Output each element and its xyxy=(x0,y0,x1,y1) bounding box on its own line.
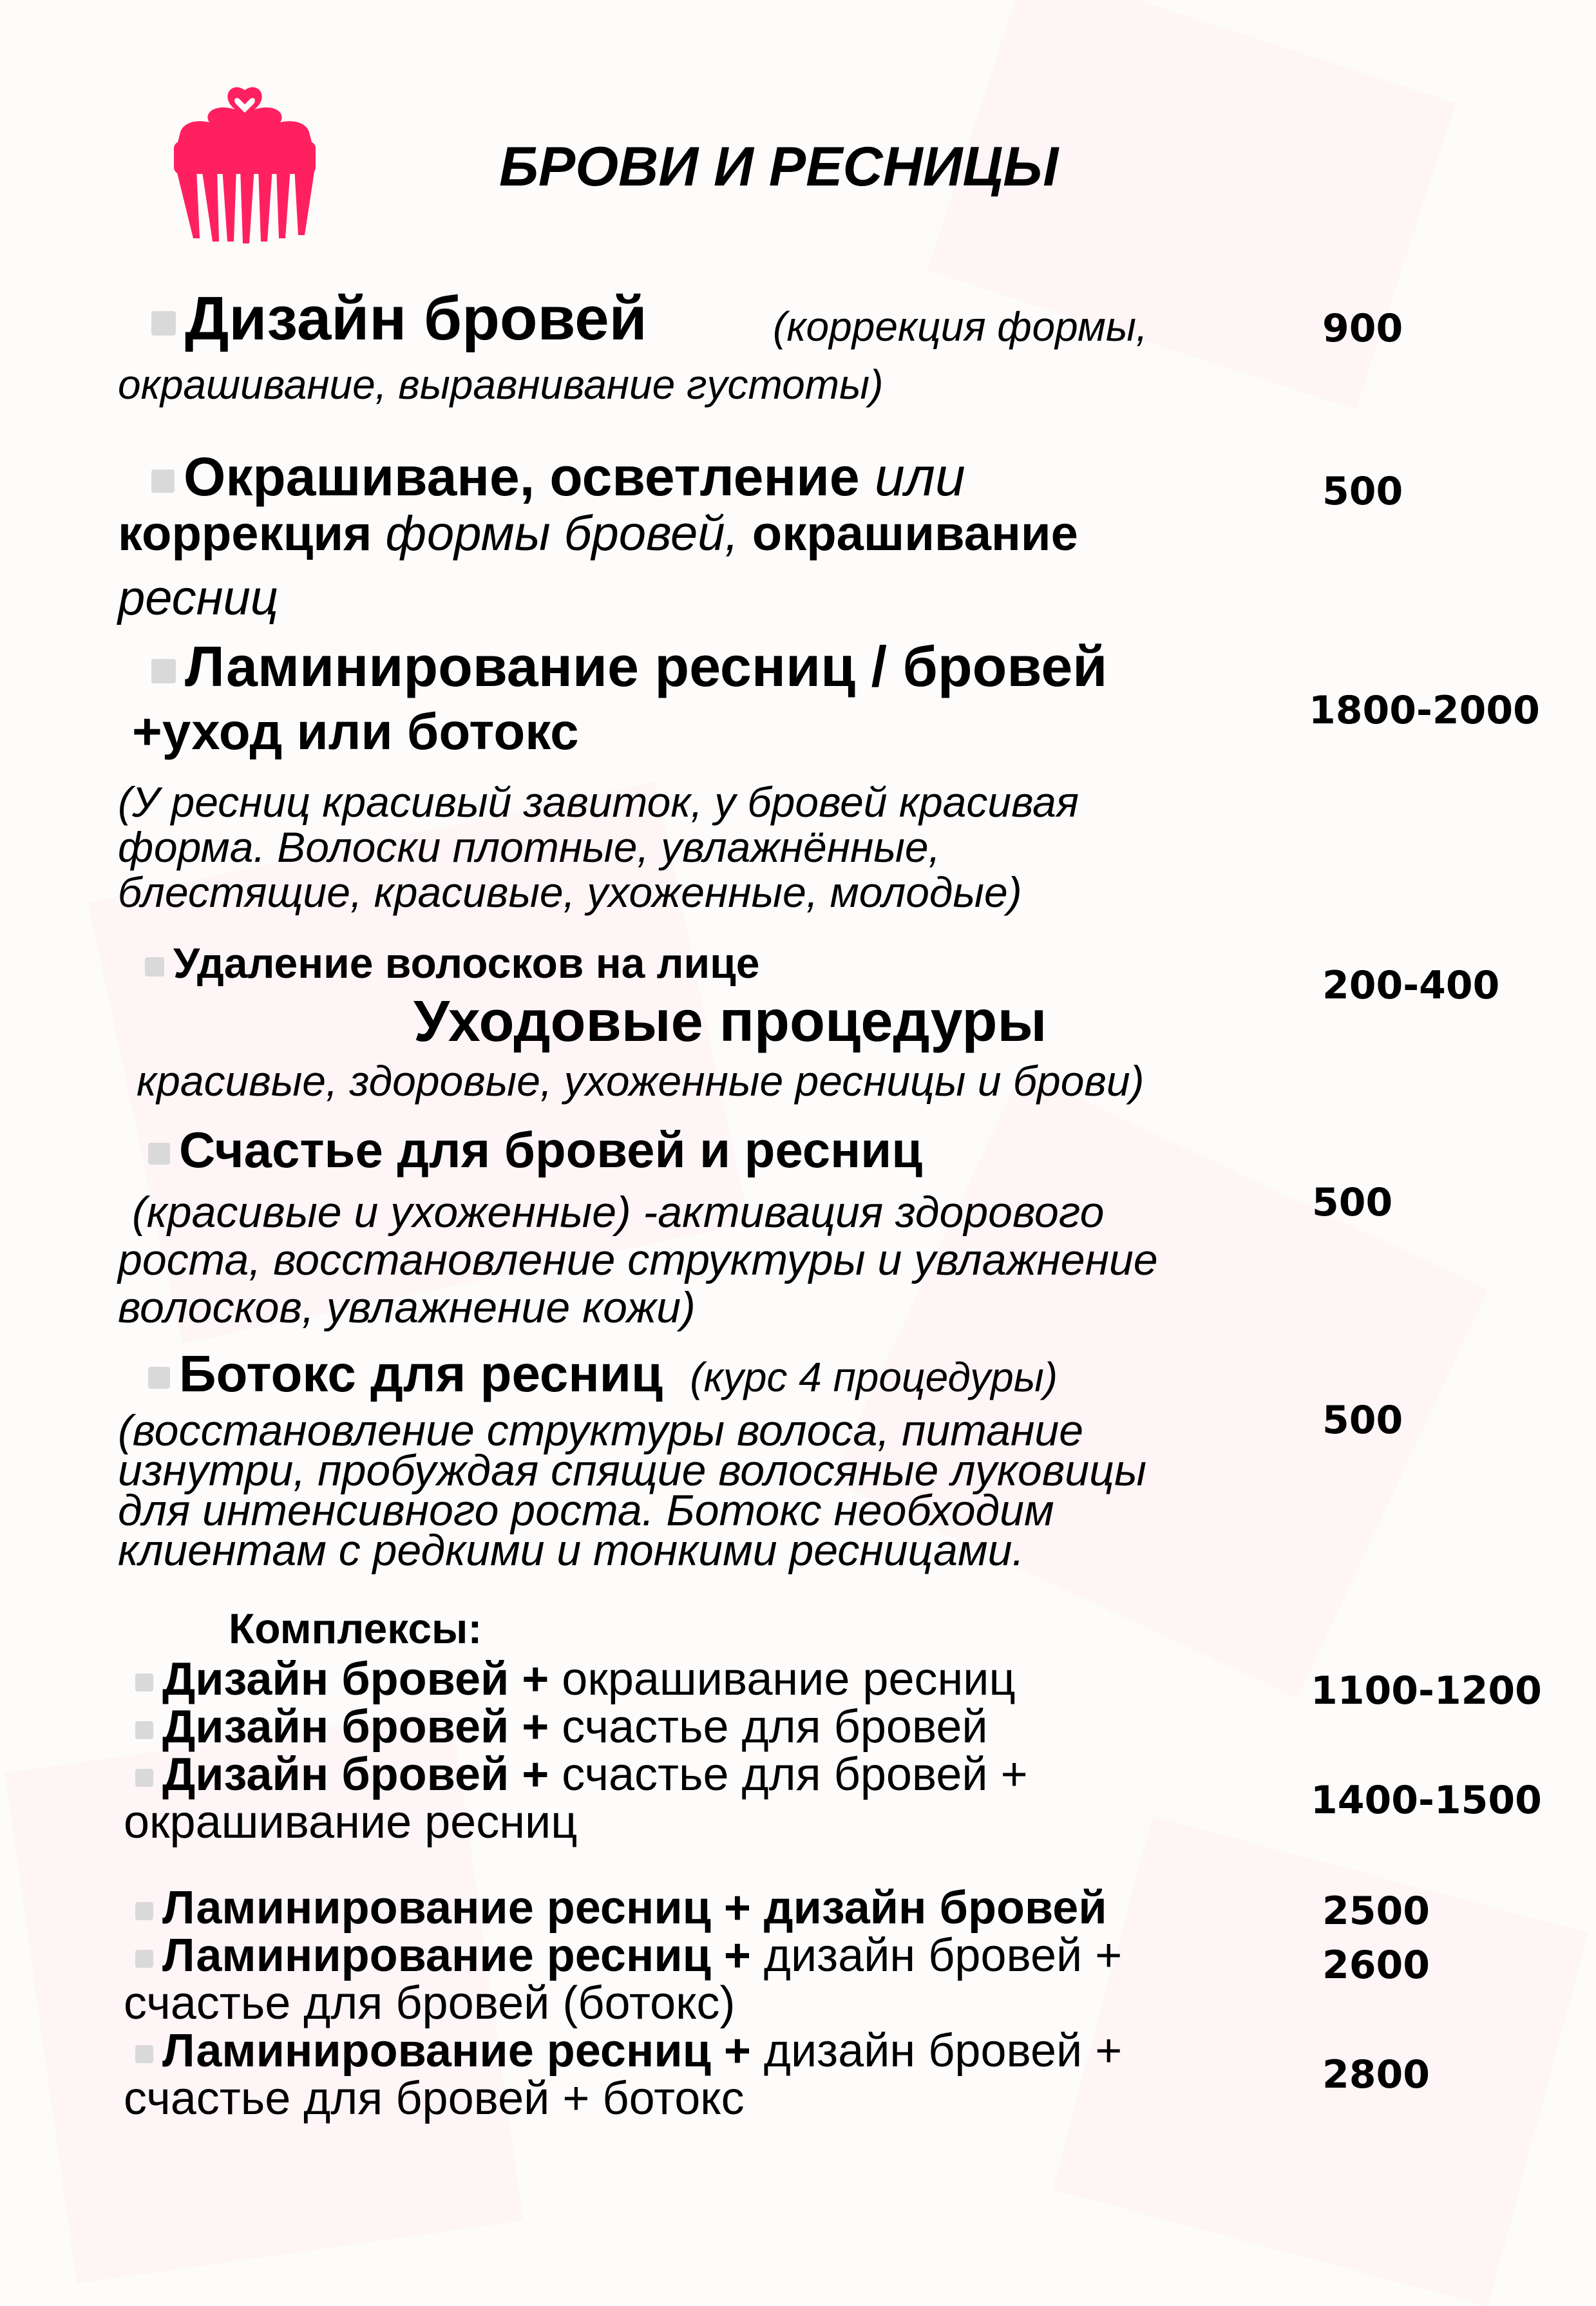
service-item xyxy=(145,937,759,989)
service-note: (коррекция формы, xyxy=(773,303,1148,350)
pink-comb-icon xyxy=(158,84,332,245)
price: 2500 xyxy=(1322,1889,1430,1934)
background-pattern xyxy=(1052,1816,1588,2306)
complex-list xyxy=(124,1653,1028,1848)
service-item xyxy=(148,1121,922,1179)
service-desc: (У ресниц красивый завиток, у бровей красивая форма. Волоски плотные, увлажнённые, блестящие, красивые, ухоженные, молодые) xyxy=(118,778,1079,916)
price: 1400-1500 xyxy=(1311,1778,1542,1823)
service-item xyxy=(151,283,647,354)
bullet-icon xyxy=(135,1950,153,1968)
price: 2600 xyxy=(1322,1943,1430,1988)
complex-item: Дизайн бровей + счастье для бровей xyxy=(135,1703,1028,1751)
bullet-icon xyxy=(145,957,164,977)
complex-item: Ламинирование ресниц + дизайн бровей + xyxy=(135,2027,1122,2075)
service-name-line2: +уход или ботокс xyxy=(132,703,579,760)
service-note: (курс 4 процедуры) xyxy=(690,1354,1058,1400)
complex-item: Ламинирование ресниц + дизайн бровей xyxy=(135,1884,1122,1932)
bullet-icon xyxy=(151,470,175,493)
service-desc: (восстановление структуры волоса, питание изнутри, пробуждая спящие волосяные луковицы для интенсивного роста. Ботокс необходим клиентам с редкими и тонкими ресницами. xyxy=(118,1406,1147,1575)
price: 2800 xyxy=(1322,2052,1430,2097)
bullet-icon xyxy=(135,2045,153,2063)
bullet-icon xyxy=(135,1902,153,1920)
bullet-icon xyxy=(135,1769,153,1787)
service-item xyxy=(148,1343,1058,1408)
service-item xyxy=(151,444,965,509)
complex-item-line2: счастье для бровей (ботокс) xyxy=(124,1977,736,2029)
service-name: Ламинирование ресниц / бровей xyxy=(185,634,1108,698)
price: 1800-2000 xyxy=(1309,688,1540,733)
complex-item: Дизайн бровей + окрашивание ресниц xyxy=(135,1655,1028,1703)
service-name: Удаление волосков на лице xyxy=(173,939,760,987)
service-note: окрашивание, выравнивание густоты) xyxy=(118,361,884,408)
bullet-icon xyxy=(151,659,176,683)
service-line xyxy=(118,506,1078,562)
section-heading: Уходовые процедуры xyxy=(413,989,1047,1054)
complex-item: Дизайн бровей + счастье для бровей + xyxy=(135,1751,1028,1798)
price: 500 xyxy=(1312,1180,1393,1225)
service-connector: или xyxy=(874,446,965,507)
service-name: Дизайн бровей xyxy=(185,284,647,353)
service-item xyxy=(151,634,1107,699)
bullet-icon xyxy=(148,1143,170,1165)
service-text-italic: формы бровей, xyxy=(385,506,739,561)
service-name: Счастье для бровей и ресниц xyxy=(179,1121,923,1178)
price: 500 xyxy=(1322,1398,1403,1443)
complex-list xyxy=(124,1882,1123,2124)
service-name: Ботокс для ресниц xyxy=(179,1345,663,1402)
price: 900 xyxy=(1322,306,1403,351)
complex-item: Ламинирование ресниц + дизайн бровей + xyxy=(135,1932,1122,1979)
price: 200-400 xyxy=(1322,963,1500,1008)
complex-item-line2: счастье для бровей + ботокс xyxy=(124,2073,745,2124)
price: 1100-1200 xyxy=(1311,1668,1542,1713)
service-text-bold: коррекция xyxy=(118,506,372,561)
page-title: БРОВИ И РЕСНИЦЫ xyxy=(499,136,1059,198)
complex-item-line2: окрашивание ресниц xyxy=(124,1796,578,1848)
service-note: ресниц xyxy=(118,571,279,625)
service-name: Окрашиване, осветление xyxy=(184,446,860,507)
service-desc: (красивые и ухоженные) -активация здорового роста, восстановление структуры и увлажнение волосков, увлажнение кожи) xyxy=(118,1188,1158,1332)
bullet-icon xyxy=(151,311,176,336)
section-heading: Комплексы: xyxy=(229,1605,482,1652)
section-subheading: красивые, здоровые, ухоженные ресницы и брови) xyxy=(137,1057,1145,1105)
service-text-bold: окрашивание xyxy=(752,506,1078,561)
price: 500 xyxy=(1322,469,1403,514)
bullet-icon xyxy=(135,1721,153,1739)
bullet-icon xyxy=(148,1367,170,1389)
bullet-icon xyxy=(135,1673,153,1691)
